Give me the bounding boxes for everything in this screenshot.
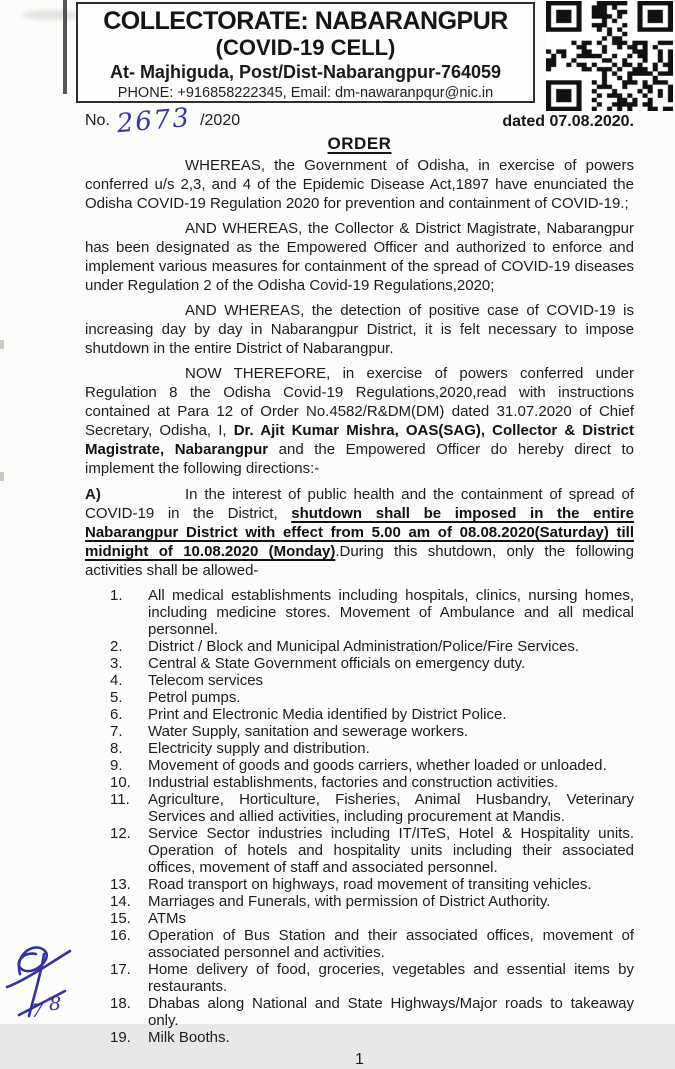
item-number: 3. [110, 655, 123, 672]
list-item [85, 995, 634, 1029]
item-text: Marriages and Funerals, with permission of District Authority. [148, 893, 551, 910]
item-text: District / Block and Municipal Administration/Police/Fire Services. [148, 638, 579, 655]
item-text: All medical establishments including hospitals, clinics, nursing homes, including medicine stores. Movement of Ambulance and all medical personnel. [148, 587, 634, 638]
item-number: 4. [110, 672, 123, 689]
item-number: 1. [110, 587, 123, 604]
list-item [85, 961, 634, 995]
item-number: 11. [110, 791, 130, 808]
paragraph-whereas-1: WHEREAS, the Government of Odisha, in exercise of powers conferred u/s 2,3, and 4 of the Epidemic Disease Act,1897 have enunciated the Odisha COVID-19 Regulation 2020 for prevention and containment of COVID-19.; [85, 157, 634, 212]
item-number: 19. [110, 1029, 131, 1046]
list-item [85, 689, 634, 706]
office-title: COLLECTORATE: NABARANGPUR [103, 7, 508, 35]
item-text: Home delivery of food, groceries, vegetables and essential items by restaurants. [148, 961, 634, 995]
section-a-label: A) [85, 486, 101, 503]
section-a-pre: In the interest of public health and the containment of spread of COVID-19 in the District, [85, 486, 634, 522]
allowed-activities-list [85, 587, 634, 1046]
scan-edge-mark [0, 472, 4, 481]
list-item [85, 825, 634, 876]
signature-date-8: 8 [49, 993, 62, 1015]
item-text: Service Sector industries including IT/ITeS, Hotel & Hospitality units. Operation of hotels and hospitality units including their associated offices, movement of staff and associated personnel. [148, 825, 634, 876]
list-item [85, 791, 634, 825]
item-number: 6. [110, 706, 123, 723]
item-number: 2. [110, 638, 123, 655]
list-item [85, 910, 634, 927]
item-text: Petrol pumps. [148, 689, 241, 706]
scan-smudge [22, 10, 80, 20]
item-text: Industrial establishments, factories and construction activities. [148, 774, 559, 791]
scan-edge-mark [0, 340, 4, 349]
item-number: 8. [110, 740, 123, 757]
now-therefore-post: and the Empowered Officer do hereby direct to implement the following directions:- [85, 441, 634, 477]
list-item [85, 638, 634, 655]
now-therefore-pre: NOW THEREFORE, in exercise of powers conferred under Regulation 8 the Odisha Covid-19 Regulations,2020,read with instructions contained at Para 12 of Order No.4582/R&DM(DM) dated 31.07.2020 of Chief Secretary, Odisha, I, [85, 365, 634, 439]
paragraph-whereas-2: AND WHEREAS, the Collector & District Magistrate, Nabarangpur has been designated as the Empowered Officer and authorized to enforce and implement various measures for containment of the spread of COVID-19 diseases under Regulation 2 of the Odisha Covid-19 Regulations,2020; [85, 220, 634, 294]
paragraph-whereas-3: AND WHEREAS, the detection of positive case of COVID-19 is increasing day by day in Nabarangpur District, it is felt necessary to impose shutdown in the entire District of Nabarangpur. [85, 302, 634, 357]
item-text: Central & State Government officials on emergency duty. [148, 655, 526, 672]
item-text: ATMs [148, 910, 187, 927]
document-body [85, 102, 634, 1069]
item-text: Telecom services [148, 672, 264, 689]
office-address: At- Majhiguda, Post/Dist-Nabarangpur-764059 [109, 62, 502, 82]
item-text: Milk Booths. [148, 1029, 230, 1046]
page-number: 1 [355, 1051, 364, 1068]
item-number: 9. [110, 757, 123, 774]
qr-code [546, 1, 673, 111]
item-number: 16. [110, 927, 131, 944]
shutdown-period-emphasis: shutdown shall be imposed in the entire Nabarangpur District with effect from 5.00 am of 08.08.2020(Saturday) till midnight of 10.08.2020 (Monday) [85, 505, 634, 560]
item-text: Water Supply, sanitation and sewerage workers. [148, 723, 469, 740]
scan-artifact-line [63, 0, 67, 94]
signature-scribble [4, 940, 82, 1024]
item-number: 7. [110, 723, 123, 740]
list-item [85, 757, 634, 774]
item-number: 5. [110, 689, 123, 706]
signature-date-7: 7 [31, 1000, 44, 1022]
paragraph-now-therefore [85, 364, 634, 478]
list-item [85, 740, 634, 757]
item-number: 15. [110, 910, 131, 927]
office-subtitle: (COVID-19 CELL) [215, 35, 396, 60]
list-item [85, 1029, 634, 1046]
item-number: 12. [110, 825, 131, 842]
list-item [85, 672, 634, 689]
item-number: 14. [110, 893, 131, 910]
dated-text: dated 07.08.2020. [502, 113, 634, 130]
list-item [85, 655, 634, 672]
section-a [85, 485, 634, 580]
item-text: Road transport on highways, road movement of transiting vehicles. [148, 876, 592, 893]
reference-number [85, 102, 241, 140]
section-a-post: .During this shutdown, only the following activities shall be allowed- [85, 543, 634, 579]
item-text: Agriculture, Horticulture, Fisheries, Animal Husbandry, Veterinary Services and allied activities, including procurement at Mandis. [148, 791, 634, 825]
item-text: Operation of Bus Station and their associated offices, movement of associated personnel and activities. [148, 927, 634, 961]
order-title: ORDER [327, 134, 392, 153]
office-contact: PHONE: +916858222345, Email: dm-nawaranpqur@nic.in [117, 85, 494, 101]
list-item [85, 893, 634, 910]
item-number: 13. [110, 876, 131, 893]
ref-no-label: No. [85, 112, 110, 129]
item-number: 18. [110, 995, 131, 1012]
list-item [85, 706, 634, 723]
letterhead-box [76, 2, 535, 103]
list-item [85, 723, 634, 740]
item-text: Movement of goods and goods carriers, whether loaded or unloaded. [148, 757, 607, 774]
list-item [85, 587, 634, 638]
item-text: Electricity supply and distribution. [148, 740, 370, 757]
ref-no-year: /2020 [200, 112, 241, 129]
list-item [85, 876, 634, 893]
item-number: 17. [110, 961, 131, 978]
handwritten-ref-number: 2673 [115, 102, 192, 140]
collector-name-bold: Dr. Ajit Kumar Mishra, OAS(SAG), Collector & District Magistrate, Nabarangpur [85, 422, 634, 458]
item-text: Dhabas along National and State Highways/Major roads to takeaway only. [148, 995, 634, 1029]
item-number: 10. [110, 774, 131, 791]
item-text: Print and Electronic Media identified by District Police. [148, 706, 507, 723]
list-item [85, 927, 634, 961]
list-item [85, 774, 634, 791]
